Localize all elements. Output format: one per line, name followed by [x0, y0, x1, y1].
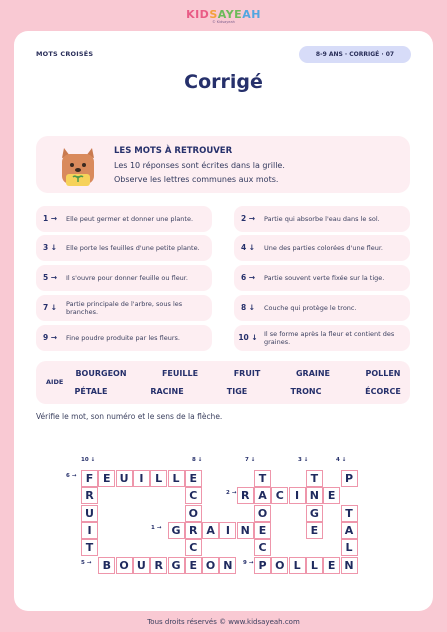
grid-cell: E: [185, 470, 202, 487]
brand-tagline: © Kidsayeah: [212, 20, 235, 24]
grid-cell: B: [98, 557, 115, 574]
clue-card: [234, 235, 410, 261]
grid-cell: A: [254, 487, 271, 504]
footer-copyright: Tous droits réservés © www.kidsayeah.com: [147, 618, 300, 626]
intro-heading: LES MOTS À RETROUVER: [114, 146, 233, 156]
word-bank-word: TIGE: [226, 387, 248, 396]
grid-cell: U: [116, 470, 133, 487]
grid-clue-marker: 9 →: [243, 560, 254, 566]
grid-cell: C: [185, 487, 202, 504]
grid-clue-marker: 2 →: [226, 490, 237, 496]
grid-cell: O: [271, 557, 288, 574]
grid-cell: N: [306, 487, 323, 504]
clue-number: 6 →: [240, 273, 256, 282]
intro-line-1: Les 10 réponses sont écrites dans la grille.: [114, 161, 285, 170]
word-bank-word: FRUIT: [233, 369, 261, 378]
clue-card: [234, 206, 410, 232]
word-bank-word: FEUILLE: [161, 369, 199, 378]
grid-clue-marker: 4 ↓: [336, 457, 347, 463]
grid-cell: L: [289, 557, 306, 574]
grid-cell: F: [81, 470, 98, 487]
intro-box: [36, 136, 410, 193]
clue-card: [36, 295, 212, 321]
clue-card: [36, 235, 212, 261]
grid-cell: L: [150, 470, 167, 487]
grid-cell: O: [202, 557, 219, 574]
grid-cell: O: [254, 505, 271, 522]
clue-card: [234, 325, 410, 351]
grid-cell: G: [168, 522, 185, 539]
mascot-icon: [56, 140, 100, 190]
clue-card: [234, 295, 410, 321]
grid-cell: L: [341, 539, 358, 556]
grid-cell: P: [341, 470, 358, 487]
clue-text: Fine poudre produite par les fleurs.: [66, 333, 180, 342]
clue-number: 9 →: [42, 333, 58, 342]
word-bank-word: BOURGEON: [75, 369, 127, 378]
grid-cell: U: [133, 557, 150, 574]
instruction-text: Vérifie le mot, son numéro et le sens de la flèche.: [36, 412, 223, 421]
grid-cell: C: [185, 539, 202, 556]
grid-cell: G: [168, 557, 185, 574]
grid-cell: N: [237, 522, 254, 539]
clue-text: Partie qui absorbe l'eau dans le sol.: [264, 214, 380, 223]
clue-card: [234, 265, 410, 291]
clue-text: Partie principale de l'arbre, sous les branches.: [66, 299, 183, 316]
clue-text: Partie souvent verte fixée sur la tige.: [264, 273, 385, 282]
grid-cell: E: [254, 522, 271, 539]
grid-clue-marker: 1 →: [151, 525, 162, 531]
grid-clue-marker: 8 ↓: [192, 457, 203, 463]
grid-clue-marker: 10 ↓: [81, 457, 96, 463]
grid-cell: T: [341, 505, 358, 522]
grid-cell: L: [306, 557, 323, 574]
clue-text: Elle porte les feuilles d'une petite plante.: [66, 243, 200, 252]
grid-clue-marker: 5 →: [81, 560, 92, 566]
clue-number: 10 ↓: [238, 333, 258, 342]
grid-cell: A: [202, 522, 219, 539]
clue-text: Il s'ouvre pour donner feuille ou fleur.: [66, 273, 188, 282]
clue-number: 2 →: [240, 214, 256, 223]
grid-cell: C: [254, 539, 271, 556]
intro-line-2: Observe les lettres communes aux mots.: [114, 175, 279, 184]
clue-card: [36, 325, 212, 351]
grid-cell: R: [81, 487, 98, 504]
grid-cell: I: [289, 487, 306, 504]
grid-cell: L: [168, 470, 185, 487]
clue-number: 5 →: [42, 273, 58, 282]
clue-number: 7 ↓: [42, 303, 58, 312]
clue-card: [36, 265, 212, 291]
grid-cell: R: [150, 557, 167, 574]
grid-cell: O: [116, 557, 133, 574]
grid-cell: E: [306, 522, 323, 539]
grid-cell: C: [271, 487, 288, 504]
grid-cell: P: [254, 557, 271, 574]
grid-cell: A: [341, 522, 358, 539]
grid-cell: E: [98, 470, 115, 487]
clue-card: [36, 206, 212, 232]
grid-clue-marker: 3 ↓: [298, 457, 309, 463]
word-bank-word: POLLEN: [365, 369, 401, 378]
grid-clue-marker: 6 →: [66, 473, 77, 479]
grid-cell: T: [81, 539, 98, 556]
clue-text: Couche qui protège le tronc.: [264, 303, 357, 312]
clue-number: 1 →: [42, 214, 58, 223]
clue-number: 8 ↓: [240, 303, 256, 312]
category-label: MOTS CROISÉS: [36, 50, 94, 58]
grid-cell: R: [185, 522, 202, 539]
clue-text: Il se forme après la fleur et contient des graines.: [264, 329, 395, 346]
grid-cell: I: [219, 522, 236, 539]
word-bank-word: PÉTALE: [74, 387, 108, 396]
grid-cell: N: [341, 557, 358, 574]
grid-cell: E: [323, 487, 340, 504]
page-title: Corrigé: [184, 71, 263, 93]
word-bank: [36, 361, 410, 404]
grid-cell: G: [306, 505, 323, 522]
grid-cell: T: [254, 470, 271, 487]
worksheet-page: [14, 31, 433, 611]
grid-cell: R: [237, 487, 254, 504]
grid-cell: I: [133, 470, 150, 487]
grid-clue-marker: 7 ↓: [245, 457, 256, 463]
grid-cell: U: [81, 505, 98, 522]
clue-number: 4 ↓: [240, 243, 256, 252]
word-bank-label: AIDE: [46, 378, 64, 386]
grid-cell: I: [81, 522, 98, 539]
grid-cell: E: [185, 557, 202, 574]
level-badge: 8-9 ANS · CORRIGÉ · 07: [299, 46, 411, 63]
word-bank-word: RACINE: [150, 387, 184, 396]
brand-logo: KIDSAYEAH: [186, 8, 261, 21]
word-bank-word: GRAINE: [295, 369, 331, 378]
clue-text: Elle peut germer et donner une plante.: [66, 214, 194, 223]
grid-cell: T: [306, 470, 323, 487]
word-bank-word: TRONC: [290, 387, 322, 396]
grid-cell: O: [185, 505, 202, 522]
word-bank-word: ÉCORCE: [365, 387, 401, 396]
clue-number: 3 ↓: [42, 243, 58, 252]
grid-cell: E: [323, 557, 340, 574]
grid-cell: N: [219, 557, 236, 574]
clue-text: Une des parties colorées d'une fleur.: [264, 243, 383, 252]
